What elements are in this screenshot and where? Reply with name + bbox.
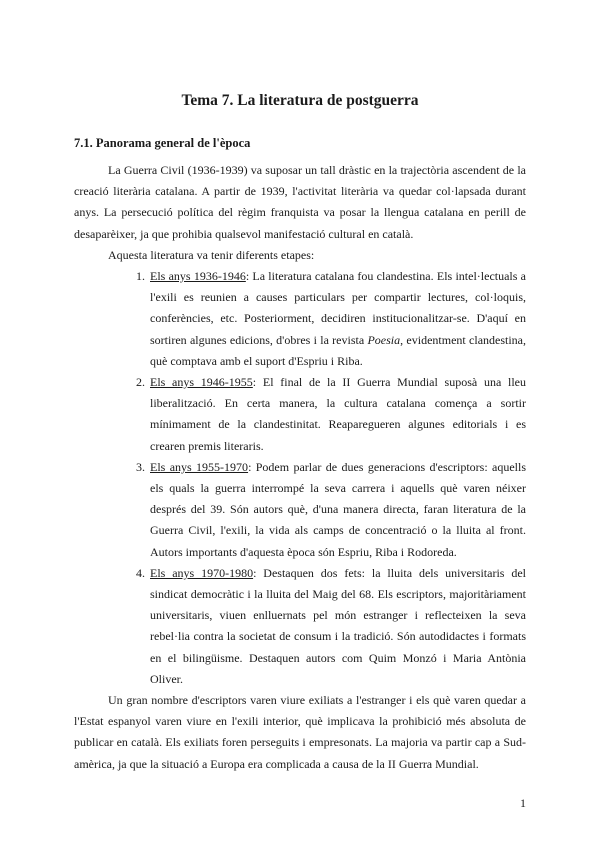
page-number: 1 — [520, 796, 526, 810]
stages-list — [74, 266, 526, 690]
stage-heading: Els anys 1955-1970 — [150, 459, 249, 474]
list-item — [148, 563, 526, 690]
closing-paragraph: Un gran nombre d'escriptors varen viure exiliats a l'estranger i els què varen quedar a l'Estat espanyol varen viure en l'exili interior, què implicava la prohibició més absoluta de publicar en català. Els exiliats foren perseguits i empresonats. La majoria va partir cap a Sud-amèrica, ja que la situació a Europa era complicada a causa de la II Guerra Mundial. — [74, 693, 526, 771]
stage-text: , evidentment clandestina, què comptava amb el suport d'Espriu i Riba. — [150, 332, 527, 368]
section-heading: 7.1. Panorama general de l'època — [74, 136, 251, 150]
list-item — [148, 266, 526, 372]
list-item — [148, 457, 526, 563]
document-body — [74, 160, 526, 775]
intro-paragraph: La Guerra Civil (1936-1939) va suposar un tall dràstic en la trajectòria ascendent de la creació literària catalana. A partir de 1939, l'activitat literària va quedar col·lapsada durant anys. La persecució política del règim franquista va posar la llengua catalana en perill de desaparèixer, ja que prohibia qualsevol manifestació cultural en català. — [74, 163, 526, 241]
stages-intro: Aquesta literatura va tenir diferents etapes: — [108, 247, 315, 262]
stage-text: : El final de la II Guerra Mundial suposà una lleu liberalització. En certa manera, la cultura catalana comença a sortir mínimament de la clandestinitat. Reaparegueren algunes editorials i es crearen premis literaris. — [150, 375, 527, 453]
list-item — [148, 372, 526, 457]
stage-heading: Els anys 1936-1946 — [150, 269, 246, 284]
stage-text: : Podem parlar de dues generacions d'escriptors: aquells els quals la guerra interrompé la seva carrera i aquells què varen néixer després del 39. Són autors què, d'una manera directa, faran literatura de la Guerra Civil, l'exili, la vida als camps de concentració o la lluita al front. Autors importants d'aquesta època són Espriu, Riba i Rodoreda. — [150, 459, 527, 559]
stage-heading: Els anys 1970-1980 — [150, 565, 254, 580]
page-title: Tema 7. La literatura de postguerra — [181, 92, 419, 109]
stage-heading: Els anys 1946-1955 — [150, 375, 253, 390]
stage-text: : Destaquen dos fets: la lluita dels universitaris del sindicat democràtic i la lluita del Maig del 68. Els escriptors, majoritàriament universitaris, viuen enlluernats pel món estranger i reflecteixen la seva rebel·lia contra la societat de consum i la tradició. Són autodidactes i formats en el bilingüisme. Destaquen autors com Quim Monzó i Maria Antònia Oliver. — [150, 565, 526, 686]
stage-text: : La literatura catalana fou clandestina. Els intel·lectuals a l'exili es reunien a causes particulars per compartir lectures, col·loquis, conferències, etc. Posteriorment, decidiren institucionalitzar-se. D'aquí en sortiren algunes edicions, d'obres i la revista — [150, 269, 527, 347]
journal-title: Poesia — [367, 332, 401, 347]
